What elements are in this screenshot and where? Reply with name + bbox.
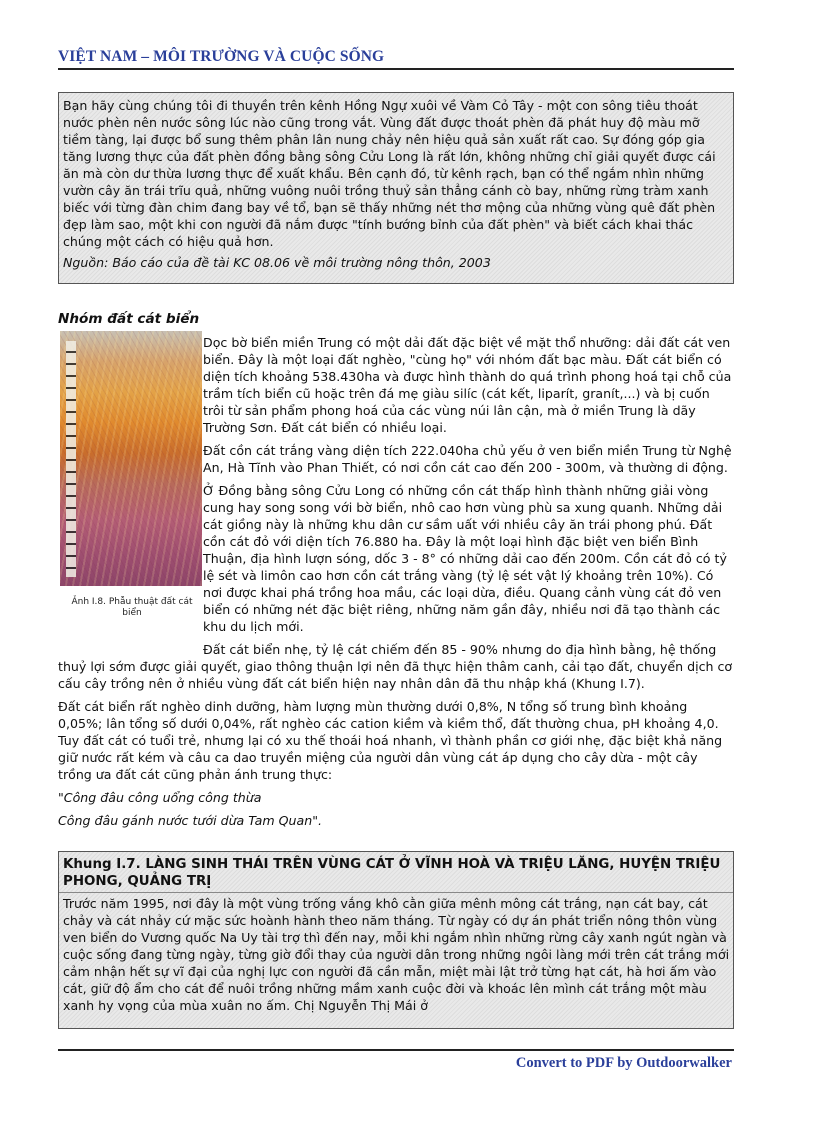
box-7-title: Khung I.7. LÀNG SINH THÁI TRÊN VÙNG CÁT Ở VĨNH HOÀ VÀ TRIỆU LĂNG, HUYỆN TRIỆU PHONG, QUẢNG TRỊ (59, 852, 733, 893)
page-header (58, 48, 734, 70)
body-text (58, 334, 734, 835)
footer-divider (58, 1049, 734, 1051)
paragraph: Dọc bờ biển miền Trung có một dải đất đặc biệt về mặt thổ nhưỡng: dải đất cát ven biển. Đây là một loại đất nghèo, "cùng họ" với nhóm đất bạc màu. Đất cát biển có diện tích khoảng 538.430ha và được hình thành do quá trình phong hoá tại chỗ của trầm tích biển cũ hoặc trên đá mẹ giàu silíc (cát kết, liparít, granít,...) và bị cuốn trôi từ sản phẩm phong hoá của các vùng núi lân cận, mà ở miền Trung là dãy Trường Sơn. Đất cát biển có nhiều loại. (203, 335, 732, 435)
photo-caption: Ảnh I.8. Phẫu thuật đất cát biển (71, 597, 193, 618)
intro-source: Nguồn: Báo cáo của đề tài KC 08.06 về môi trường nông thôn, 2003 (63, 255, 491, 270)
box-7 (58, 851, 734, 1029)
header-title: VIỆT NAM – MÔI TRƯỜNG VÀ CUỘC SỐNG (58, 48, 385, 65)
intro-box (58, 92, 734, 284)
box-7-text: Trước năm 1995, nơi đây là một vùng trống vắng khô cằn giữa mênh mông cát trắng, nạn cát bay, cát chảy và cát nhảy cứ mặc sức hoành hành theo năm tháng. Từ ngày có dự án phát triển nông thôn vùng ven biển do Vương quốc Na Uy tài trợ thì đến nay, mỗi khi ngắm nhìn những rừng cây xanh ngút ngàn và cuộc sống đang từng ngày, từng giờ đổi thay của người dân trong những ngôi làng mới trên cát trắng mới cảm nhận hết sự vĩ đại của nghị lực con người đã cần mẫn, miệt mài lật trở từng hạt cát, hà hơi ấm vào cát, giữ độ ẩm cho cát để nuôi trồng những mầm xanh cuộc đời và khoác lên mình cát trắng một màu xanh hy vọng của mùa xuân no ấm. Chị Nguyễn Thị Mái ở (63, 896, 730, 1013)
quote-line-1: "Công đâu công uổng công thừa (58, 790, 262, 805)
paragraph: Ở Đồng bằng sông Cửu Long có những cồn cát thấp hình thành những giải vòng cung hay song song với bờ biển, nhô cao hơn vùng phù sa xung quanh. Những dải cát giồng này là những khu dân cư sầm uất với nhiều cây ăn trái phong phú. Đất cồn cát đỏ với diện tích 76.880 ha. Đây là một loại hình đặc biệt ven biển Bình Thuận, địa hình lượn sóng, dốc 3 - 8° có những dải cao đến 200m. Cồn cát đỏ có tỷ lệ sét và limôn cao hơn cồn cát trắng vàng (tỷ lệ sét vật lý khoảng trên 10%). Có nơi được khai phá trồng hoa mầu, các loại dừa, điều. Quang cảnh vùng cát đỏ ven biển có những nét đặc biệt riêng, những năm gần đây, nhiều nơi đã tạo thành các khu du lịch mới. (203, 483, 727, 634)
section-heading: Nhóm đất cát biển (58, 311, 200, 327)
paragraph: Đất cát biển rất nghèo dinh dưỡng, hàm lượng mùn thường dưới 0,8%, N tổng số trung bình khoảng 0,05%; lân tổng số dưới 0,04%, rất nghèo các cation kiềm và kiềm thổ, đất thường chua, pH khoảng 4,0. Tuy đất cát có tuổi trẻ, nhưng lại có xu thế thoái hoá nhanh, vì thành phần cơ giới nhẹ, đặc biệt khả năng giữ nước rất kém và câu ca dao truyền miệng của người dân vùng cát áp dụng cho cây dừa - một cây trồng ưa đất cát cũng phản ánh trung thực: (58, 699, 723, 782)
quote-line-2: Công đâu gánh nước tưới dừa Tam Quan". (58, 813, 323, 828)
footer-credit: Convert to PDF by Outdoorwalker (515, 1055, 732, 1071)
paragraph: Đất cồn cát trắng vàng diện tích 222.040ha chủ yếu ở ven biển miền Trung từ Nghệ An, Hà Tĩnh vào Phan Thiết, có nơi cồn cát cao đến 200 - 300m, và thường di động. (203, 443, 732, 475)
intro-text: Bạn hãy cùng chúng tôi đi thuyền trên kênh Hồng Ngự xuôi về Vàm Cỏ Tây - một con sông tiêu thoát nước phèn nên nước sông lúc nào cũng trong vắt. Vùng đất được thoát phèn đã phát huy độ màu mỡ tiềm tàng, lại được bổ sung thêm phân lân nung chảy nên hiệu quả sản xuất rất cao. Sự đóng góp gia tăng lương thực của đất phèn đồng bằng sông Cửu Long là rất lớn, không những chỉ giải quyết được cái ăn mà còn dư thừa lương thực để xuất khẩu. Bên cạnh đó, từ kênh rạch, bạn có thể ngắm nhìn những vườn cây ăn trái trĩu quả, những vuông nuôi trồng thuỷ sản thẳng cánh cò bay, những rừng tràm xanh biếc với từng đàn chim đang bay về tổ, bạn sẽ thấy những nét thơ mộng của những vùng quê đất phèn đẹp làm sao, một khi con người đã nắm được "tính bướng bỉnh của đất phèn" và biết cách khai thác chúng một cách có hiệu quả hơn. (63, 98, 716, 249)
paragraph: Đất cát biển nhẹ, tỷ lệ cát chiếm đến 85 - 90% nhưng do địa hình bằng, hệ thống thuỷ lợi sớm được giải quyết, giao thông thuận lợi nên đã thực hiện thâm canh, cải tạo đất, chuyển dịch cơ cấu cây trồng nên ở nhiều vùng đất cát biển hiện nay nhân dân đã thu nhập khá (Khung I.7). (58, 642, 733, 691)
